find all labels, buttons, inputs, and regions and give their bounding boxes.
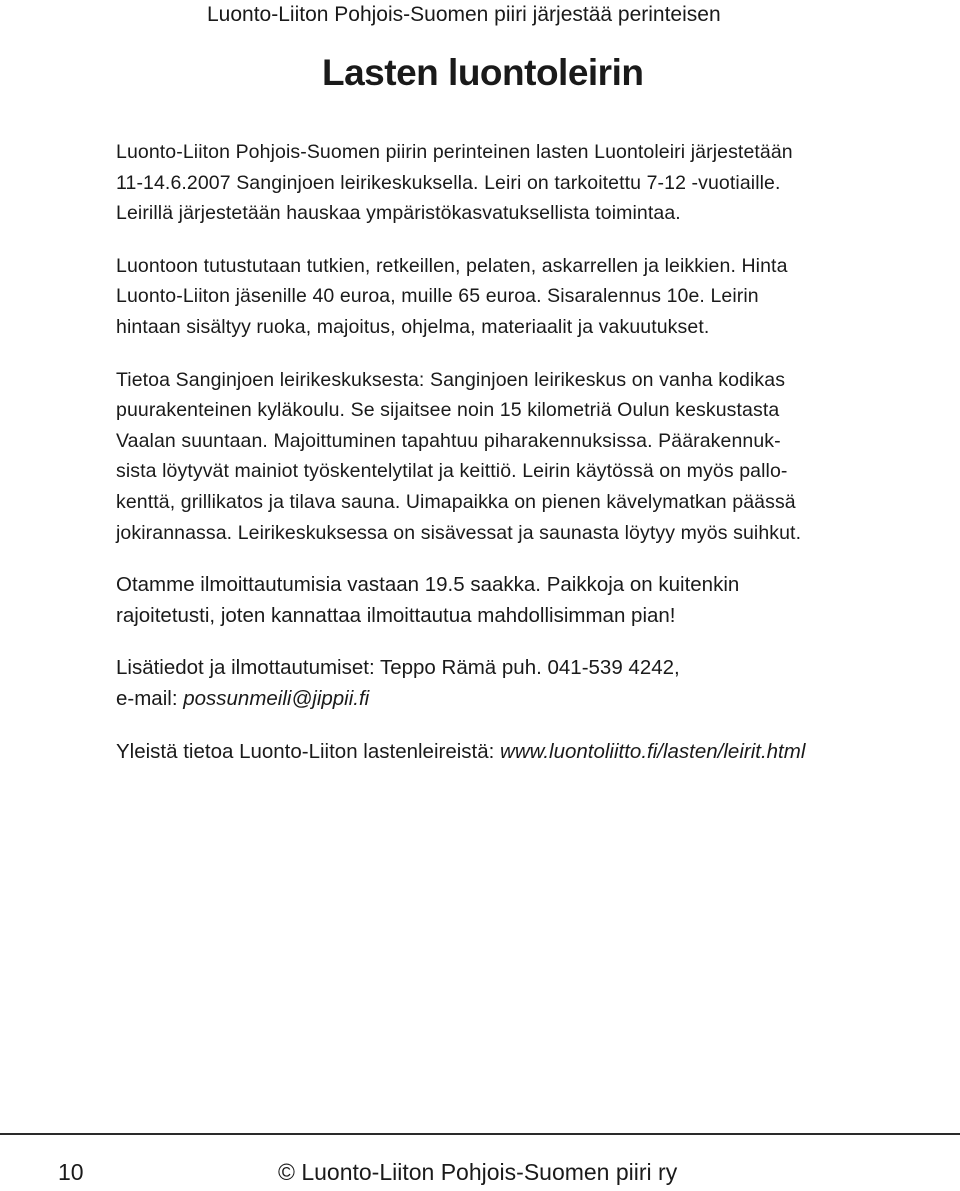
more-info-line	[116, 737, 846, 768]
text-line: Otamme ilmoittautumisia vastaan 19.5 saakka. Paikkoja on kuitenkin	[116, 573, 740, 597]
email-line	[116, 684, 846, 715]
article-body	[116, 137, 846, 789]
footer-copyright: © Luonto-Liiton Pohjois-Suomen piiri ry	[278, 1159, 678, 1185]
text-line: 11-14.6.2007 Sanginjoen leirikeskuksella. Leiri on tarkoitettu 7-12 -vuotiaille.	[116, 171, 781, 194]
more-info-label: Yleistä tietoa Luonto-Liiton lastenleireistä:	[116, 739, 501, 763]
text-line: Luonto-Liiton Pohjois-Suomen piirin perinteinen lasten Luontoleiri järjestetään	[116, 141, 793, 163]
paragraph-intro	[116, 137, 846, 229]
text-line: Leirillä järjestetään hauskaa ympäristökasvatuksellista toimintaa.	[116, 202, 681, 225]
email-link[interactable]: possunmeili@jippii.fi	[183, 686, 370, 710]
email-label: e-mail:	[116, 686, 184, 710]
text-line: jokirannassa. Leirikeskuksessa on sisävessat ja saunasta löytyy myös suihkut.	[116, 521, 802, 544]
header-kicker: Luonto-Liiton Pohjois-Suomen piiri järjestää perinteisen	[207, 3, 721, 26]
paragraph-contact	[116, 653, 846, 714]
footer-divider	[0, 1133, 960, 1135]
text-line: puurakenteinen kyläkoulu. Se sijaitsee noin 15 kilometriä Oulun keskustasta	[116, 399, 780, 422]
paragraph-registration	[116, 570, 846, 631]
text-line: hintaan sisältyy ruoka, majoitus, ohjelma, materiaalit ja vakuutukset.	[116, 315, 710, 338]
page-title: Lasten luontoleirin	[322, 52, 644, 93]
page-number: 10	[58, 1159, 84, 1185]
website-link[interactable]: www.luontoliitto.fi/lasten/leirit.html	[500, 739, 806, 763]
paragraph-venue	[116, 365, 846, 549]
text-line: sista löytyvät mainiot työskentelytilat ja keittiö. Leirin käytössä on myös pallo-	[116, 460, 788, 483]
contact-line: Lisätiedot ja ilmottautumiset: Teppo Rämä puh. 041-539 4242,	[116, 656, 680, 680]
text-line: Luontoon tutustutaan tutkien, retkeillen, pelaten, askarrellen ja leikkien. Hinta	[116, 254, 788, 277]
paragraph-activities	[116, 251, 846, 343]
paragraph-more-info	[116, 737, 846, 768]
text-line: Vaalan suuntaan. Majoittuminen tapahtuu piharakennuksissa. Päärakennuk-	[116, 429, 781, 452]
text-line: kenttä, grillikatos ja tilava sauna. Uimapaikka on pienen kävelymatkan päässä	[116, 490, 796, 513]
text-line: rajoitetusti, joten kannattaa ilmoittautua mahdollisimman pian!	[116, 603, 676, 627]
text-line: Tietoa Sanginjoen leirikeskuksesta: Sanginjoen leirikeskus on vanha kodikas	[116, 368, 786, 391]
text-line: Luonto-Liiton jäsenille 40 euroa, muille 65 euroa. Sisaralennus 10e. Leirin	[116, 285, 759, 308]
